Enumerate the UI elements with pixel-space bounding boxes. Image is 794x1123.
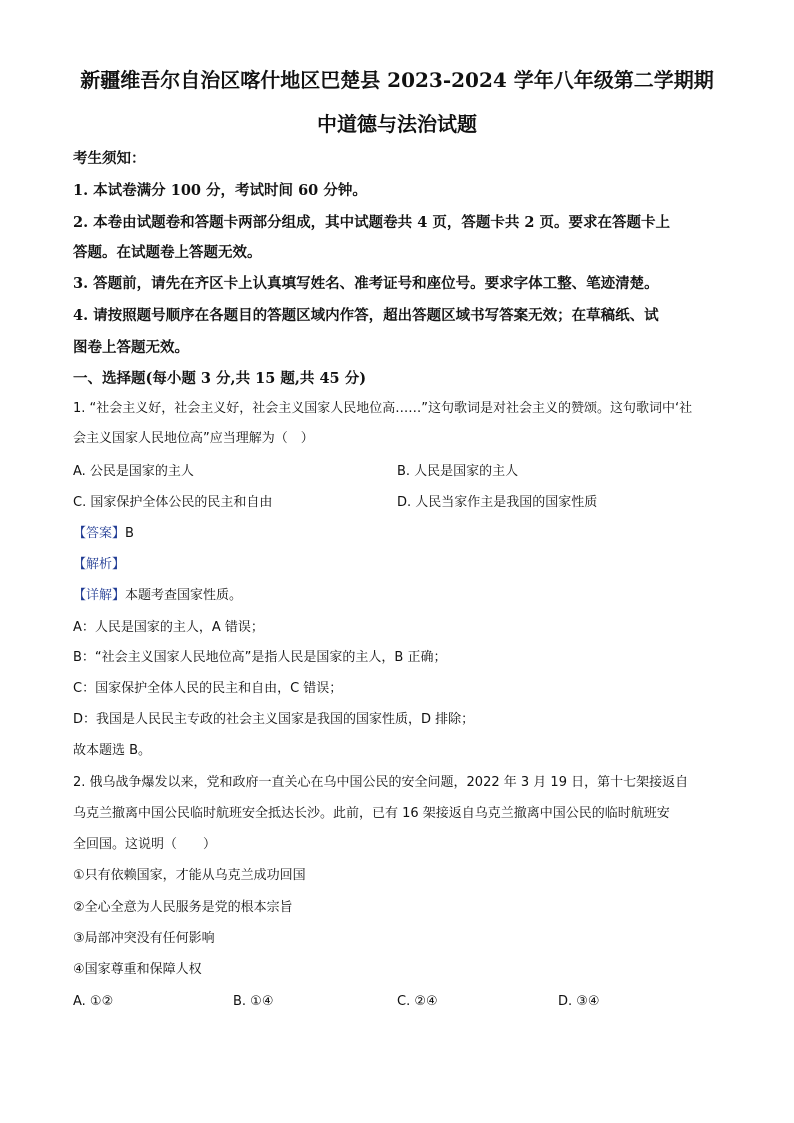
question-1-explain: C：国家保护全体人民的民主和自由，C 错误；	[73, 681, 343, 696]
question-1-explain: A：人民是国家的主人，A 错误；	[73, 620, 264, 635]
detail-tag: 【详解】	[73, 588, 126, 603]
question-1-answer	[73, 524, 723, 544]
question-2-statement: ③局部冲突没有任何影响	[73, 931, 215, 946]
question-1-option-a: A. 公民是国家的主人	[73, 464, 194, 479]
question-1-option-c: C. 国家保护全体公民的民主和自由	[73, 495, 273, 510]
document-title-line1: 新疆维吾尔自治区喀什地区巴楚县 2023-2024 学年八年级第二学期期	[80, 68, 714, 92]
answer-value: B	[125, 526, 134, 541]
question-1-analysis	[73, 555, 723, 575]
question-1-option-b: B. 人民是国家的主人	[397, 464, 519, 479]
answer-tag: 【答案】	[73, 526, 126, 541]
notice-item: 1. 本试卷满分 100 分，考试时间 60 分钟。	[73, 182, 367, 199]
question-2-option-a: A. ①②	[73, 994, 114, 1009]
detail-text: 本题考查国家性质。	[125, 588, 243, 603]
notice-item: 4. 请按照题号顺序在各题目的答题区域内作答，超出答题区域书写答案无效；在草稿纸、试	[73, 307, 659, 324]
question-2-stem: 2. 俄乌战争爆发以来，党和政府一直关心在乌中国公民的安全问题，2022 年 3 月 19 日，第十七架接返自	[73, 775, 689, 790]
question-1-detail	[73, 586, 723, 606]
notice-item: 3. 答题前，请先在齐区卡上认真填写姓名、准考证号和座位号。要求字体工整、笔迹清楚。	[73, 275, 659, 292]
question-2-statement: ①只有依赖国家，才能从乌克兰成功回国	[73, 868, 306, 883]
question-1-stem: 1. “社会主义好，社会主义好，社会主义国家人民地位高……”这句歌词是对社会主义的赞颂。这句歌词中‘社	[73, 401, 693, 416]
notice-item: 答题。在试题卷上答题无效。	[73, 244, 262, 261]
question-1-explain: D：我国是人民民主专政的社会主义国家是我国的国家性质，D 排除；	[73, 712, 475, 727]
notice-heading: 考生须知：	[73, 150, 146, 167]
notice-item: 图卷上答题无效。	[73, 339, 189, 356]
question-2-option-d: D. ③④	[558, 994, 600, 1009]
question-2-stem: 全回国。这说明（ ）	[73, 837, 217, 852]
question-1-explain: 故本题选 B。	[73, 743, 152, 758]
question-2-statement: ②全心全意为人民服务是党的根本宗旨	[73, 900, 293, 915]
question-2-option-c: C. ②④	[397, 994, 438, 1009]
question-2-option-b: B. ①④	[233, 994, 274, 1009]
question-1-option-d: D. 人民当家作主是我国的国家性质	[397, 495, 598, 510]
notice-item: 2. 本卷由试题卷和答题卡两部分组成，其中试题卷共 4 页，答题卡共 2 页。要求在答题卡上	[73, 214, 671, 231]
section-heading: 一、选择题(每小题 3 分,共 15 题,共 45 分)	[73, 370, 367, 387]
question-2-statement: ④国家尊重和保障人权	[73, 962, 202, 977]
question-1-stem: 会主义国家人民地位高”应当理解为（ ）	[73, 431, 314, 446]
analysis-tag: 【解析】	[73, 557, 126, 572]
document-title-line2: 中道德与法治试题	[317, 112, 477, 136]
question-1-explain: B：“社会主义国家人民地位高”是指人民是国家的主人，B 正确；	[73, 650, 447, 665]
question-2-stem: 乌克兰撤离中国公民临时航班安全抵达长沙。此前，已有 16 架接返自乌克兰撤离中国公民的临时航班安	[73, 806, 670, 821]
